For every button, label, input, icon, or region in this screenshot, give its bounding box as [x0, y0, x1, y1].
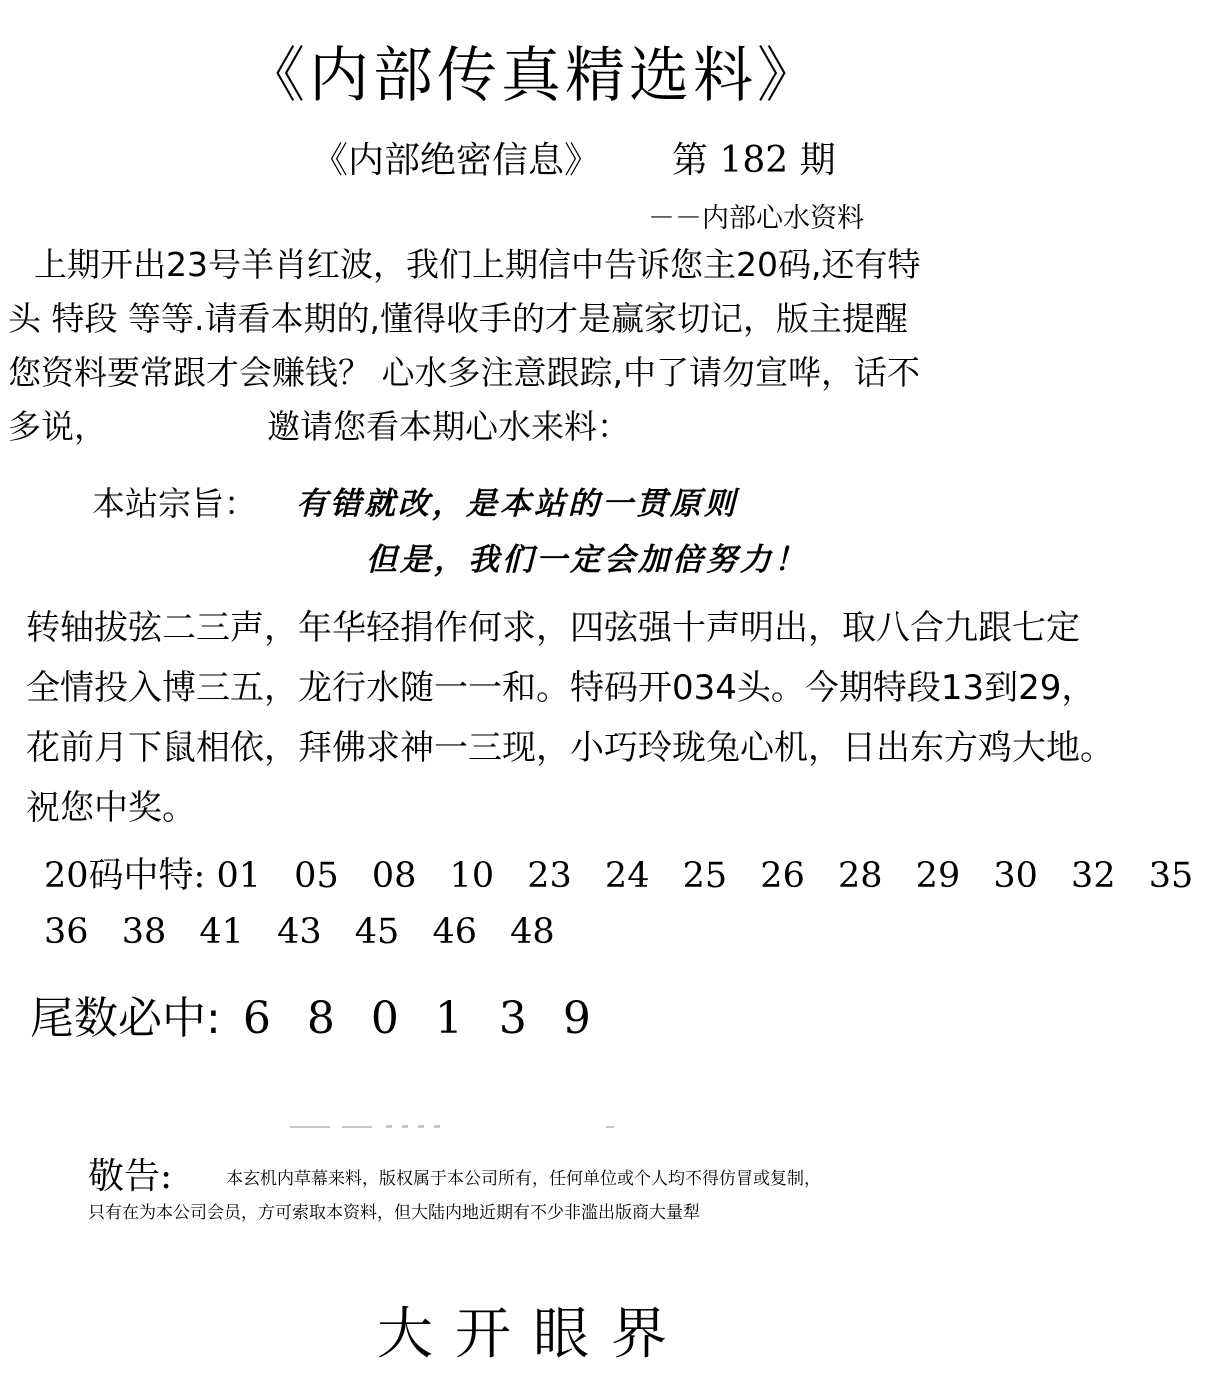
poem-line: 花前月下鼠相依，拜佛求神一三现，小巧玲珑兔心机，日出东方鸡大地。: [26, 728, 1114, 768]
subtitle-name: 《内部绝密信息》: [312, 140, 601, 181]
code-number: 24: [604, 856, 650, 896]
tail-digit: 8: [306, 993, 335, 1044]
poem-block: [26, 598, 1114, 838]
code-number: 10: [449, 856, 495, 896]
tail-digit: 6: [242, 993, 271, 1044]
intro-paragraph: [8, 238, 1060, 454]
twenty-codes-row-2: [44, 912, 577, 952]
code-number: 05: [294, 856, 339, 896]
tail-numbers-label: 尾数必中:: [30, 993, 221, 1044]
code-number: 36: [44, 912, 89, 952]
motto-label: 本站宗旨：: [92, 484, 257, 523]
intro-last-start: 多说，: [8, 407, 107, 446]
code-number: 28: [837, 856, 883, 896]
footer-slogan: 大开眼界: [377, 1302, 689, 1367]
code-number: 29: [915, 856, 961, 896]
source-line: －－内部心水资料: [648, 203, 864, 234]
twenty-codes-label: 20码中特:: [44, 856, 206, 896]
main-title: 《内部传真精选料》: [245, 41, 821, 111]
notice-label: 敬告:: [88, 1156, 173, 1197]
tail-digit: 1: [434, 993, 463, 1044]
intro-line: 上期开出23号羊肖红波，我们上期信中告诉您主20码,还有特: [34, 245, 921, 284]
code-number: 23: [527, 856, 572, 896]
code-number: 08: [371, 856, 417, 896]
notice-line-2: 只有在为本公司会员，方可索取本资料，但大陆内地近期有不少非滥出版商大量犁: [88, 1203, 700, 1223]
issue-number: 第 182 期: [672, 140, 836, 181]
code-number: 48: [510, 912, 555, 952]
code-number: 35: [1148, 856, 1194, 896]
code-number: 41: [199, 912, 244, 952]
intro-line-last: [8, 400, 1060, 454]
tail-digit: 0: [370, 993, 399, 1044]
code-number: 45: [354, 912, 400, 952]
notice-line-1: 本玄机内草幕来料，版权属于本公司所有，任何单位或个人均不得仿冒或复制，: [226, 1169, 821, 1189]
poem-line: 祝您中奖。: [26, 788, 196, 828]
motto-line-1: 有错就改，是本站的一贯原则: [296, 486, 738, 522]
code-number: 32: [1071, 856, 1116, 896]
tail-digit: 3: [498, 993, 527, 1044]
poem-line: 转轴拔弦二三声，年华轻捐作何求，四弦强十声明出，取八合九跟七定: [26, 608, 1080, 648]
intro-line: 头 特段 等等.请看本期的,懂得收手的才是赢家切记，版主提醒: [8, 299, 908, 338]
tail-digit: 9: [562, 993, 591, 1044]
code-number: 25: [682, 856, 728, 896]
code-number: 43: [277, 912, 322, 952]
scan-speckle: [290, 1124, 620, 1130]
intro-last-end: 邀请您看本期心水来料：: [267, 407, 630, 446]
motto-line-2: 但是，我们一定会加倍努力！: [366, 542, 808, 578]
subtitle-row: [312, 132, 836, 183]
code-number: 46: [432, 912, 477, 952]
intro-line: 您资料要常跟才会赚钱？ 心水多注意跟踪,中了请勿宣哗，话不: [8, 353, 920, 392]
poem-line: 全情投入博三五，龙行水随一一和。特码开034头。今期特段13到29，: [26, 668, 1096, 708]
code-number: 01: [216, 856, 262, 896]
code-number: 30: [993, 856, 1038, 896]
code-number: 26: [760, 856, 805, 896]
twenty-codes-row-1: [44, 848, 1215, 898]
code-number: 38: [121, 912, 167, 952]
tail-numbers-row: [30, 982, 605, 1046]
